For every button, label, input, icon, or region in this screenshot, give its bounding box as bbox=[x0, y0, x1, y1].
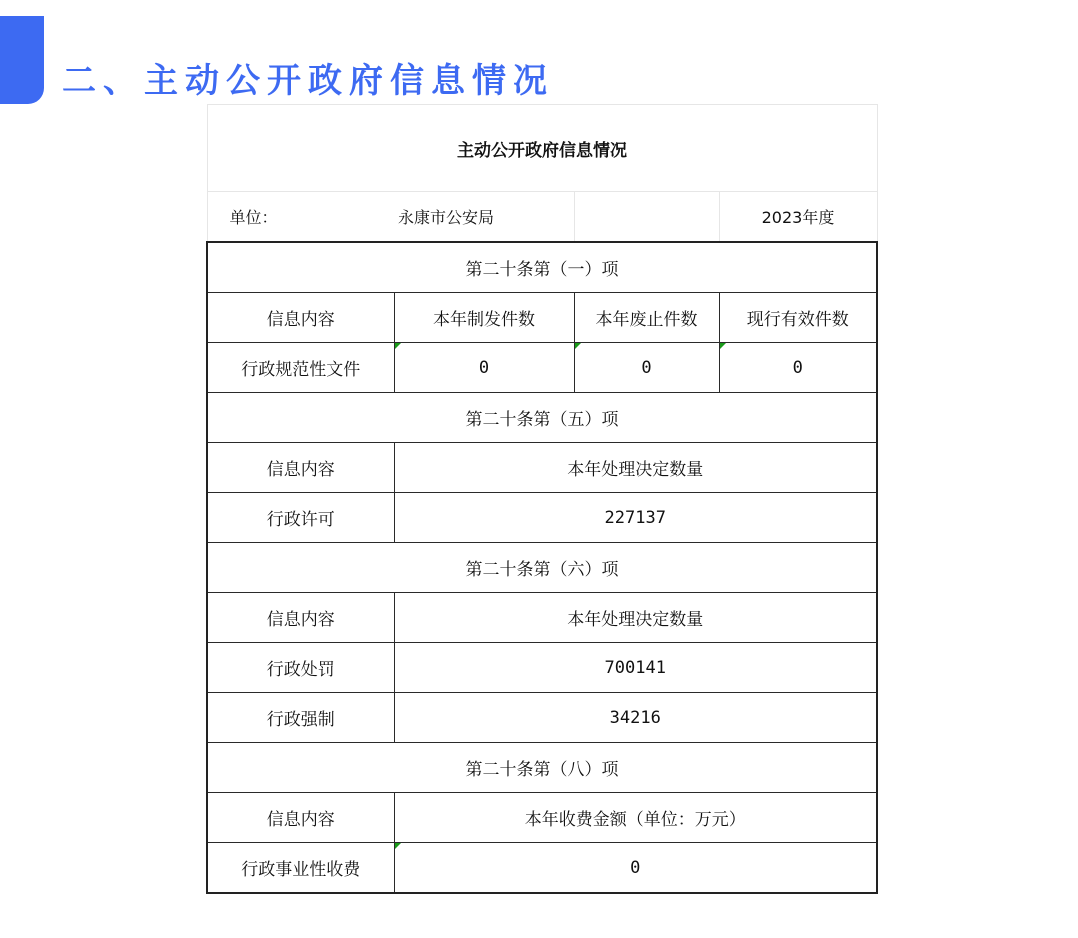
column-header-row bbox=[207, 443, 877, 493]
section-header-row bbox=[207, 543, 877, 593]
section-heading: 二、主动公开政府信息情况 bbox=[62, 61, 554, 101]
col-header-fees: 本年收费金额（单位：万元） bbox=[394, 793, 877, 843]
col-header-decisions: 本年处理决定数量 bbox=[394, 443, 877, 493]
valid-count: 0 bbox=[719, 343, 877, 393]
row-value: 700141 bbox=[394, 643, 877, 693]
row-label: 行政规范性文件 bbox=[207, 343, 394, 393]
disclosure-table bbox=[206, 104, 878, 894]
table-title: 主动公开政府信息情况 bbox=[207, 105, 877, 192]
meta-row bbox=[207, 192, 877, 243]
row-value: 0 bbox=[394, 843, 877, 894]
row-label: 行政强制 bbox=[207, 693, 394, 743]
section-header-8: 第二十条第（八）项 bbox=[207, 743, 877, 793]
unit-name: 永康市公安局 bbox=[394, 192, 574, 243]
column-header-row bbox=[207, 293, 877, 343]
table-row bbox=[207, 493, 877, 543]
disclosure-sheet bbox=[206, 104, 876, 894]
col-header-repealed: 本年废止件数 bbox=[574, 293, 719, 343]
table-row bbox=[207, 693, 877, 743]
col-header-info: 信息内容 bbox=[207, 443, 394, 493]
col-header-valid: 现行有效件数 bbox=[719, 293, 877, 343]
unit-label: 单位： bbox=[207, 192, 394, 243]
row-label: 行政事业性收费 bbox=[207, 843, 394, 894]
table-row bbox=[207, 343, 877, 393]
col-header-info: 信息内容 bbox=[207, 593, 394, 643]
row-value: 34216 bbox=[394, 693, 877, 743]
meta-empty-cell bbox=[574, 192, 719, 243]
row-value: 227137 bbox=[394, 493, 877, 543]
col-header-info: 信息内容 bbox=[207, 293, 394, 343]
section-header-5: 第二十条第（五）项 bbox=[207, 393, 877, 443]
column-header-row bbox=[207, 593, 877, 643]
section-header-row bbox=[207, 743, 877, 793]
section-header-6: 第二十条第（六）项 bbox=[207, 543, 877, 593]
section-header-row bbox=[207, 393, 877, 443]
row-label: 行政许可 bbox=[207, 493, 394, 543]
column-header-row bbox=[207, 793, 877, 843]
section-header-row bbox=[207, 242, 877, 293]
report-year: 2023年度 bbox=[719, 192, 877, 243]
section-header-1: 第二十条第（一）项 bbox=[207, 242, 877, 293]
col-header-info: 信息内容 bbox=[207, 793, 394, 843]
table-row bbox=[207, 843, 877, 894]
issued-count: 0 bbox=[394, 343, 574, 393]
table-row bbox=[207, 643, 877, 693]
row-label: 行政处罚 bbox=[207, 643, 394, 693]
col-header-issued: 本年制发件数 bbox=[394, 293, 574, 343]
section-accent-bar bbox=[0, 16, 44, 104]
col-header-decisions: 本年处理决定数量 bbox=[394, 593, 877, 643]
repealed-count: 0 bbox=[574, 343, 719, 393]
